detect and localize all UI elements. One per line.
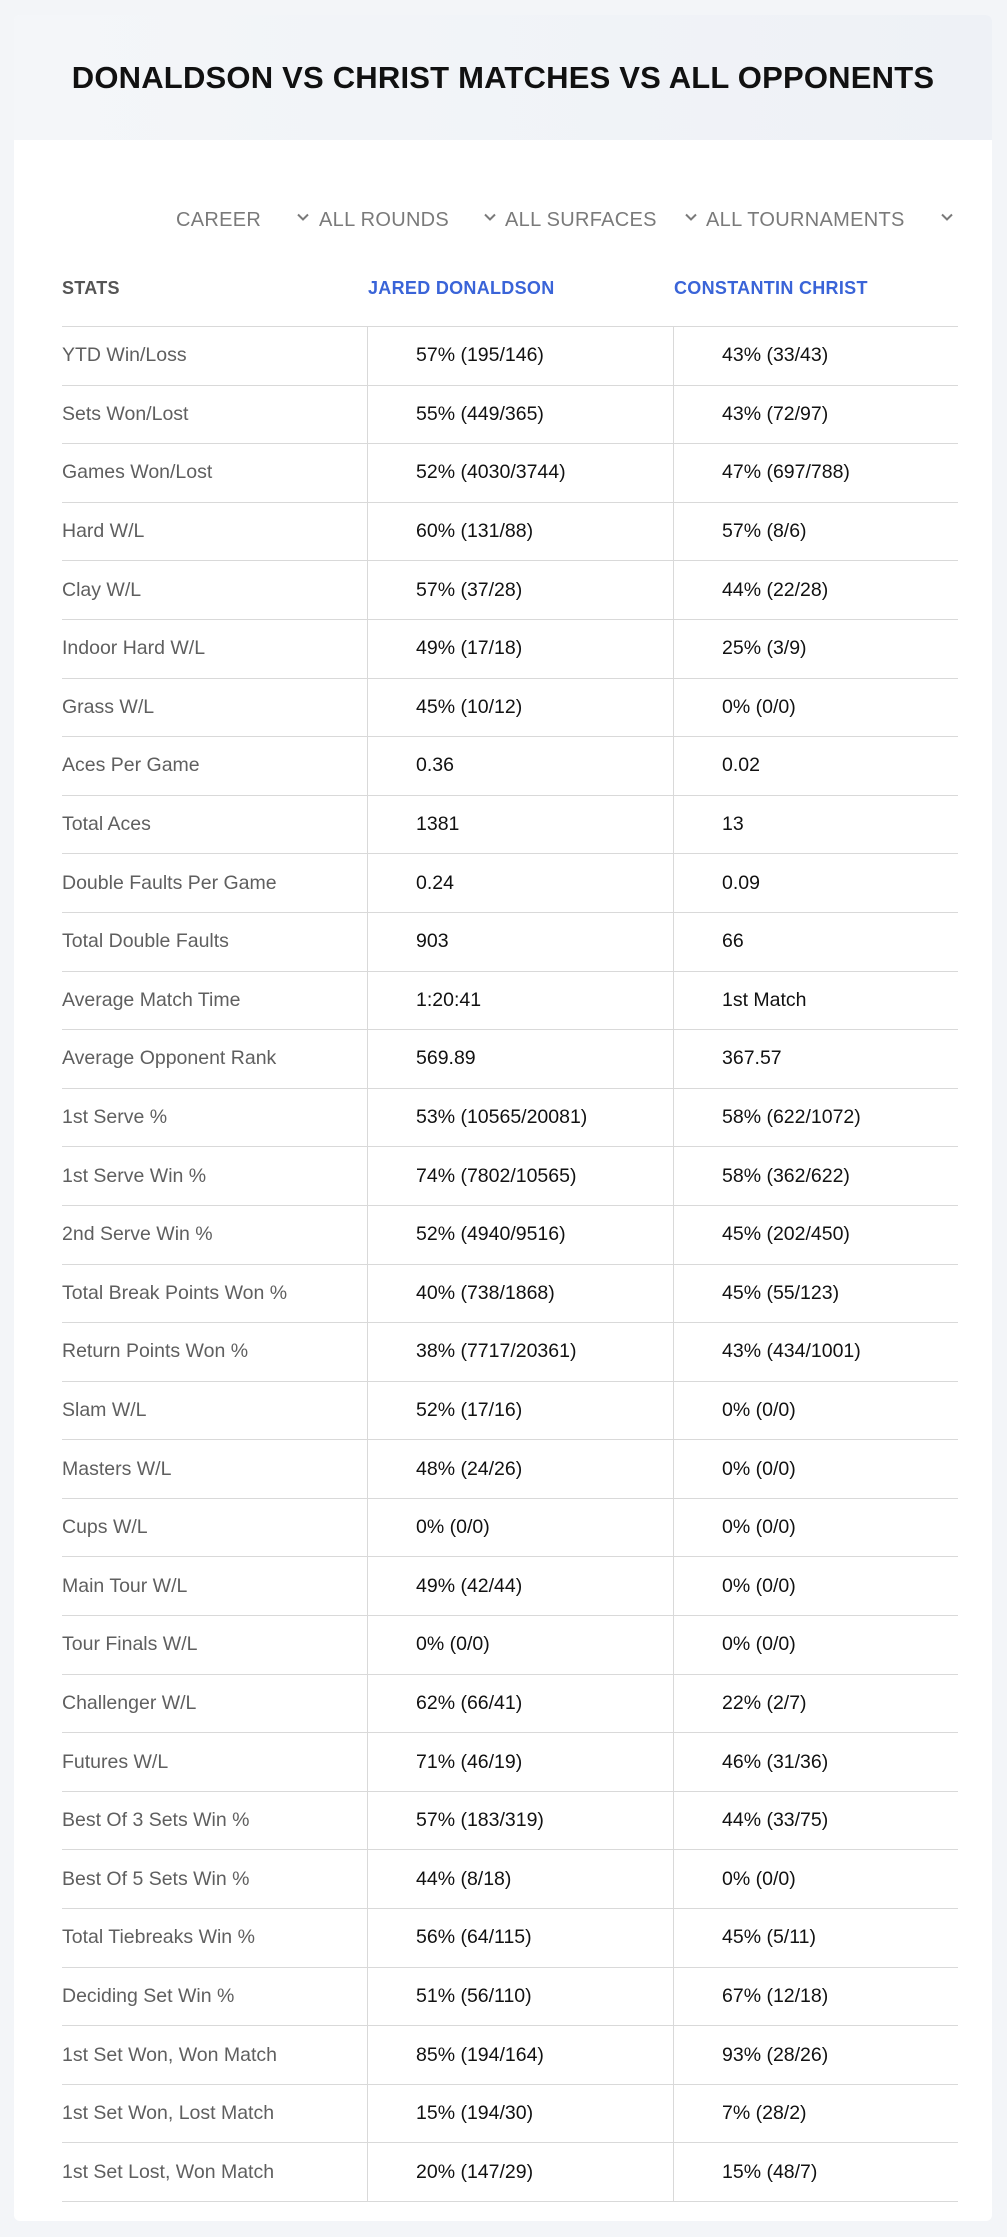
table-row [62,1440,958,1499]
stat-label: Aces Per Game [62,737,368,795]
table-row [62,1733,958,1792]
stat-label: 1st Serve Win % [62,1147,368,1205]
player1-value: 85% (194/164) [368,2026,674,2084]
chevron-down-icon [684,210,698,224]
player1-value: 38% (7717/20361) [368,1323,674,1381]
stat-label: Average Match Time [62,972,368,1030]
stat-label: Hard W/L [62,503,368,561]
player2-value: 0% (0/0) [722,1867,796,1890]
stat-label: 1st Set Lost, Won Match [62,2143,368,2201]
player2-value: 45% (55/123) [722,1281,840,1304]
stat-label: Games Won/Lost [62,444,368,502]
player2-value: 46% (31/36) [722,1750,829,1773]
stat-label: Return Points Won % [62,1323,368,1381]
filter-label: CAREER [176,208,262,231]
table-row [62,1265,958,1324]
table-row [62,1382,958,1441]
table-row [62,1909,958,1968]
table-row [62,972,958,1031]
player2-value: 43% (33/43) [722,344,829,367]
player2-value: 0% (0/0) [722,1516,796,1539]
table-row [62,1675,958,1734]
table-row [62,1968,958,2027]
filter-bar [14,190,992,250]
table-row [62,1206,958,1265]
player2-value: 0% (0/0) [722,1398,796,1421]
player1-value: 52% (4030/3744) [368,444,674,502]
player1-value: 57% (183/319) [368,1792,674,1850]
stat-label: 2nd Serve Win % [62,1206,368,1264]
player1-value: 53% (10565/20081) [368,1089,674,1147]
player2-value: 66 [722,930,744,953]
stat-label: Total Break Points Won % [62,1265,368,1323]
player1-value: 49% (42/44) [368,1557,674,1615]
player2-value: 7% (28/2) [722,2102,807,2125]
tournaments-filter-dropdown[interactable] [706,190,954,250]
player2-value: 58% (622/1072) [722,1106,861,1129]
stat-label: Masters W/L [62,1440,368,1498]
stat-label: Deciding Set Win % [62,1968,368,2026]
table-row [62,386,958,445]
player2-value: 44% (33/75) [722,1809,829,1832]
player2-value: 44% (22/28) [722,578,829,601]
player1-value: 55% (449/365) [368,386,674,444]
player2-value: 367.57 [722,1047,782,1070]
chevron-down-icon [483,210,497,224]
filter-label: ALL TOURNAMENTS [706,208,905,231]
stat-label: Sets Won/Lost [62,386,368,444]
table-row [62,1030,958,1089]
player1-value: 49% (17/18) [368,620,674,678]
stats-table [62,250,958,2202]
column-header-player2[interactable]: CONSTANTIN CHRIST [674,277,868,298]
table-row [62,2085,958,2144]
player2-value: 43% (72/97) [722,402,829,425]
player1-value: 0% (0/0) [368,1499,674,1557]
table-row [62,1557,958,1616]
table-row [62,327,958,386]
player1-value: 74% (7802/10565) [368,1147,674,1205]
stat-label: Tour Finals W/L [62,1616,368,1674]
player1-value: 51% (56/110) [368,1968,674,2026]
stat-label: Total Double Faults [62,913,368,971]
table-row [62,913,958,972]
table-row [62,737,958,796]
player1-value: 60% (131/88) [368,503,674,561]
stat-label: Total Aces [62,796,368,854]
player2-value: 45% (202/450) [722,1223,850,1246]
stat-label: Grass W/L [62,679,368,737]
player1-value: 45% (10/12) [368,679,674,737]
stat-label: Best Of 3 Sets Win % [62,1792,368,1850]
player2-value: 57% (8/6) [722,520,807,543]
stat-label: Indoor Hard W/L [62,620,368,678]
table-row [62,2143,958,2202]
player2-value: 0.02 [722,754,760,777]
player1-value: 44% (8/18) [368,1850,674,1908]
player1-value: 1:20:41 [368,972,674,1030]
player2-value: 67% (12/18) [722,1984,829,2007]
player1-value: 20% (147/29) [368,2143,674,2201]
filter-label: ALL SURFACES [505,208,657,231]
player2-value: 0% (0/0) [722,695,796,718]
player1-value: 1381 [368,796,674,854]
rounds-filter-dropdown[interactable] [319,190,497,250]
player1-value: 15% (194/30) [368,2085,674,2143]
stat-label: Best Of 5 Sets Win % [62,1850,368,1908]
table-row [62,1792,958,1851]
stat-label: Main Tour W/L [62,1557,368,1615]
player2-value: 22% (2/7) [722,1691,807,1714]
player2-value: 45% (5/11) [722,1926,816,1949]
stat-label: 1st Serve % [62,1089,368,1147]
player1-value: 57% (195/146) [368,327,674,385]
player2-value: 13 [722,813,744,836]
player2-value: 0% (0/0) [722,1457,796,1480]
player2-value: 0.09 [722,871,760,894]
stat-label: 1st Set Won, Won Match [62,2026,368,2084]
table-row [62,796,958,855]
player1-value: 0.24 [368,854,674,912]
table-row [62,1089,958,1148]
card-header [14,15,992,140]
table-row [62,444,958,503]
player2-value: 47% (697/788) [722,461,850,484]
table-header [62,250,958,327]
player1-value: 48% (24/26) [368,1440,674,1498]
stat-label: 1st Set Won, Lost Match [62,2085,368,2143]
chevron-down-icon [296,210,310,224]
table-row [62,679,958,738]
column-header-player1[interactable]: JARED DONALDSON [368,277,555,298]
player2-value: 15% (48/7) [722,2160,818,2183]
player1-value: 52% (4940/9516) [368,1206,674,1264]
stats-card [14,15,992,2221]
filter-label: ALL ROUNDS [319,208,450,231]
stat-label: Challenger W/L [62,1675,368,1733]
player1-value: 0% (0/0) [368,1616,674,1674]
table-body [62,327,958,2202]
player1-value: 56% (64/115) [368,1909,674,1967]
surfaces-filter-dropdown[interactable] [505,190,698,250]
stat-label: Cups W/L [62,1499,368,1557]
table-row [62,1147,958,1206]
player1-value: 569.89 [368,1030,674,1088]
table-row [62,1616,958,1675]
player2-value: 25% (3/9) [722,637,807,660]
player2-value: 0% (0/0) [722,1633,796,1656]
stat-label: Average Opponent Rank [62,1030,368,1088]
table-row [62,1499,958,1558]
career-filter-dropdown[interactable] [176,190,310,250]
table-row [62,854,958,913]
chevron-down-icon [940,210,954,224]
column-header-stats: STATS [62,277,120,298]
stat-label: Total Tiebreaks Win % [62,1909,368,1967]
player1-value: 52% (17/16) [368,1382,674,1440]
stat-label: YTD Win/Loss [62,327,368,385]
player2-value: 58% (362/622) [722,1164,850,1187]
player2-value: 0% (0/0) [722,1574,796,1597]
stat-label: Double Faults Per Game [62,854,368,912]
player1-value: 903 [368,913,674,971]
page-title: DONALDSON VS CHRIST MATCHES VS ALL OPPONENTS [71,59,935,95]
table-row [62,1323,958,1382]
player1-value: 0.36 [368,737,674,795]
table-row [62,620,958,679]
player2-value: 43% (434/1001) [722,1340,861,1363]
table-row [62,503,958,562]
table-row [62,561,958,620]
stat-label: Clay W/L [62,561,368,619]
stat-label: Slam W/L [62,1382,368,1440]
player2-value: 93% (28/26) [722,2043,829,2066]
player1-value: 57% (37/28) [368,561,674,619]
player2-value: 1st Match [722,988,807,1011]
player1-value: 62% (66/41) [368,1675,674,1733]
table-row [62,2026,958,2085]
stat-label: Futures W/L [62,1733,368,1791]
player1-value: 71% (46/19) [368,1733,674,1791]
table-row [62,1850,958,1909]
player1-value: 40% (738/1868) [368,1265,674,1323]
